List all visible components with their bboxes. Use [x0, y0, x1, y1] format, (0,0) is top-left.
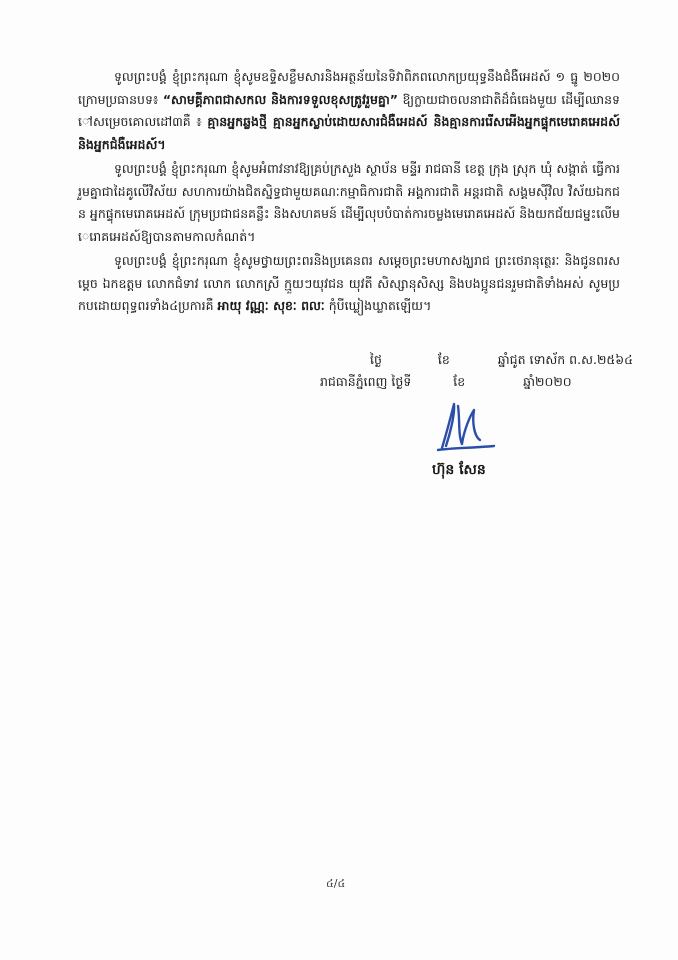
solar-month-label: ខែ	[453, 374, 466, 389]
solar-year-text: ឆ្នាំ២០២០	[523, 374, 572, 389]
paragraph-3-text-cont: កុំបីឃ្លៀងឃ្លាតឡើយ។	[324, 298, 432, 313]
lunar-day-label: ថ្ងៃ	[370, 352, 382, 367]
solar-place-day: រាជធានីភ្នំពេញ ថ្ងៃទី	[320, 374, 412, 389]
paragraph-1	[78, 66, 620, 156]
solar-date-line	[320, 372, 572, 392]
handwritten-signature	[428, 398, 498, 454]
paragraph-3-blessings: អាយុ វណ្ណៈ សុខៈ ពលៈ	[217, 298, 325, 313]
letter-body	[78, 66, 620, 320]
lunar-year-text: ឆ្នាំជូត ទោស័ក ព.ស.២៥៦៤	[497, 352, 633, 367]
paragraph-3-text: ទូលព្រះបង្គំ ខ្ញុំព្រះករុណា ខ្ញុំសូមថ្វាយព្រះពរនិងប្រគេនពរ សម្តេចព្រះមហាសង្ឃរាជ ព្រះថេរានុត្ថេរៈ និងជូនពរសម្តេច ឯកឧត្តម លោកជំទាវ លោក លោកស្រី ក្មួយៗយុវជន យុវតី សិស្សានុសិស្ស និងបងប្អូនជនរួមជាតិទាំងអស់ សូមប្រកបដោយពុទ្ធពរទាំង៤ប្រការគឺ	[78, 253, 620, 313]
paragraph-1-theme: “សាមគ្គីភាពជាសកល និងការទទួលខុសត្រូវរួមគ្នា”	[162, 91, 399, 107]
paragraph-3	[78, 250, 620, 318]
paragraph-2-text: ទូលព្រះបង្គំ ខ្ញុំព្រះករុណា ខ្ញុំសូមអំពាវនាវឱ្យគ្រប់ក្រសួង ស្ថាប័ន មន្ទីរ រាជធានី ខេត្ត ក្រុង ស្រុក ឃុំ សង្កាត់ ធ្វើការរួមគ្នាជាដៃគូលើវិស័យ សហការយ៉ាងជិតស្និទ្ធជាមួយគណៈកម្មាធិការជាតិ អង្គការជាតិ អន្តរជាតិ សង្គមស៊ីវិល វិស័យឯកជន អ្នកផ្ទុកមេរោគអេដស៍ ក្រុមប្រជាជនគន្លឹះ និងសហគមន៍ ដើម្បីលុបបំបាត់ការចម្លងមេរោគអេដស៍ និងយកជ័យជម្នះលើមេរោគអេដស៍ឱ្យបានតាមកាលកំណត់។	[78, 161, 620, 244]
signer-name: ហ៊ុន សែន	[432, 462, 486, 478]
paragraph-1-text-cont: ឱ្យក្លាយជាចលនាជាតិដ៏ធំធេងមួយ ដើម្បីឈានទៅសម្រេចគោលដៅ៣គឺ ៖	[78, 91, 620, 129]
lunar-month-label: ខែ	[437, 352, 450, 367]
paragraph-2	[78, 158, 620, 248]
paragraph-1-text: ទូលព្រះបង្គំ ខ្ញុំព្រះករុណា ខ្ញុំសូមឧទ្ទិសខ្លឹមសារនិងអត្ថន័យនៃទិវាពិភពលោកប្រយុទ្ធនឹងជំងឺអេដស៍ ១ ធ្នូ ២០២០ ក្រោមប្រធានបទ៖	[78, 69, 620, 107]
lunar-date-line	[370, 350, 633, 370]
page-number: ៤/៤	[326, 877, 346, 890]
paragraph-1-goals: គ្មានអ្នកឆ្លងថ្មី គ្មានអ្នកស្លាប់ដោយសារជំងឺអេដស៍ និងគ្មានការរើសអើងអ្នកផ្ទុកមេរោគអេដស៍និងអ្នកជំងឺអេដស៍។	[78, 114, 621, 152]
